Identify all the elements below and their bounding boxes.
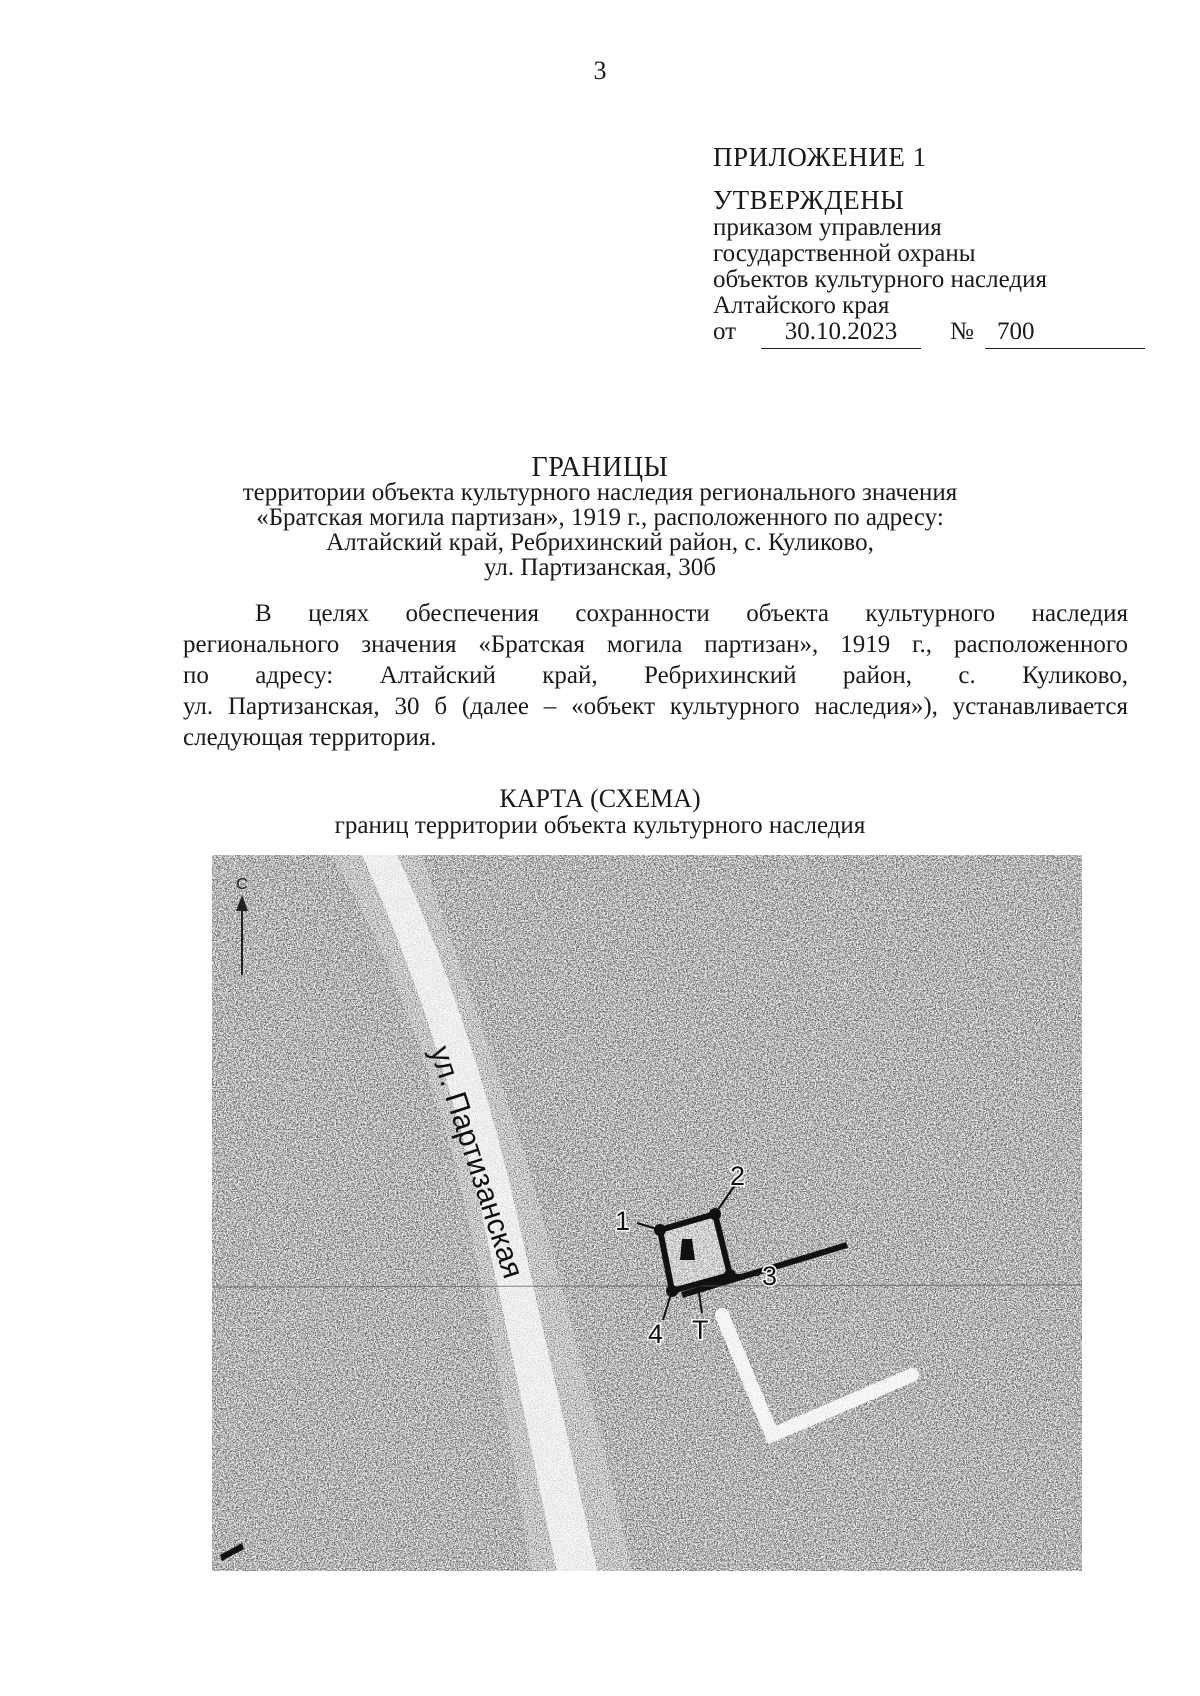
page-number: 3	[593, 56, 607, 85]
order-number-label: №	[950, 318, 974, 345]
approval-block	[713, 187, 1047, 319]
object-label: Т	[692, 1315, 709, 1345]
subtitle-line: территории объекта культурного наследия регионального значения	[242, 479, 958, 506]
order-date: 30.10.2023	[761, 318, 921, 349]
document-subtitle	[0, 480, 1200, 580]
boundary-map	[212, 855, 1082, 1571]
map-title: КАРТА (СХЕМА)	[499, 784, 701, 813]
paragraph-line: ул. Партизанская, 30 б (далее – «объект культурного наследия»), устанавливается	[183, 693, 1128, 720]
subtitle-line: Алтайский край, Ребрихинский район, с. Куликово,	[326, 529, 874, 556]
document-title: ГРАНИЦЫ	[531, 452, 669, 483]
point-label: 2	[730, 1161, 746, 1191]
paragraph-line: В целях обеспечения сохранности объекта культурного наследия	[255, 600, 1128, 627]
approval-line: Алтайского края	[713, 292, 890, 319]
order-reference	[713, 318, 1143, 354]
map-subtitle: границ территории объекта культурного наследия	[334, 812, 866, 839]
point-label: 1	[615, 1206, 631, 1236]
subtitle-line: ул. Партизанская, 30б	[483, 554, 717, 581]
order-from-label: от	[713, 318, 737, 345]
approval-line: объектов культурного наследия	[713, 266, 1047, 293]
appendix-heading: ПРИЛОЖЕНИЕ 1	[713, 142, 927, 172]
order-number: 700	[985, 318, 1145, 349]
approved-heading: УТВЕРЖДЕНЫ	[713, 185, 905, 215]
paragraph-line: по адресу: Алтайский край, Ребрихинский район, с. Куликово,	[183, 662, 1128, 689]
boundary-polygon	[660, 1214, 730, 1291]
paragraph-line: следующая территория.	[183, 724, 437, 751]
street-label: ул. Партизанская	[423, 1041, 530, 1283]
north-label: С	[236, 876, 248, 893]
map-texture-coarse	[212, 855, 1082, 1571]
approval-line: приказом управления	[713, 214, 942, 241]
approval-line: государственной охраны	[713, 240, 976, 267]
body-paragraph	[183, 598, 1128, 753]
point-label: 3	[762, 1261, 778, 1291]
subtitle-line: «Братская могила партизан», 1919 г., расположенного по адресу:	[256, 504, 944, 531]
paragraph-line: регионального значения «Братская могила партизан», 1919 г., расположенного	[183, 631, 1128, 658]
point-label: 4	[648, 1319, 664, 1349]
